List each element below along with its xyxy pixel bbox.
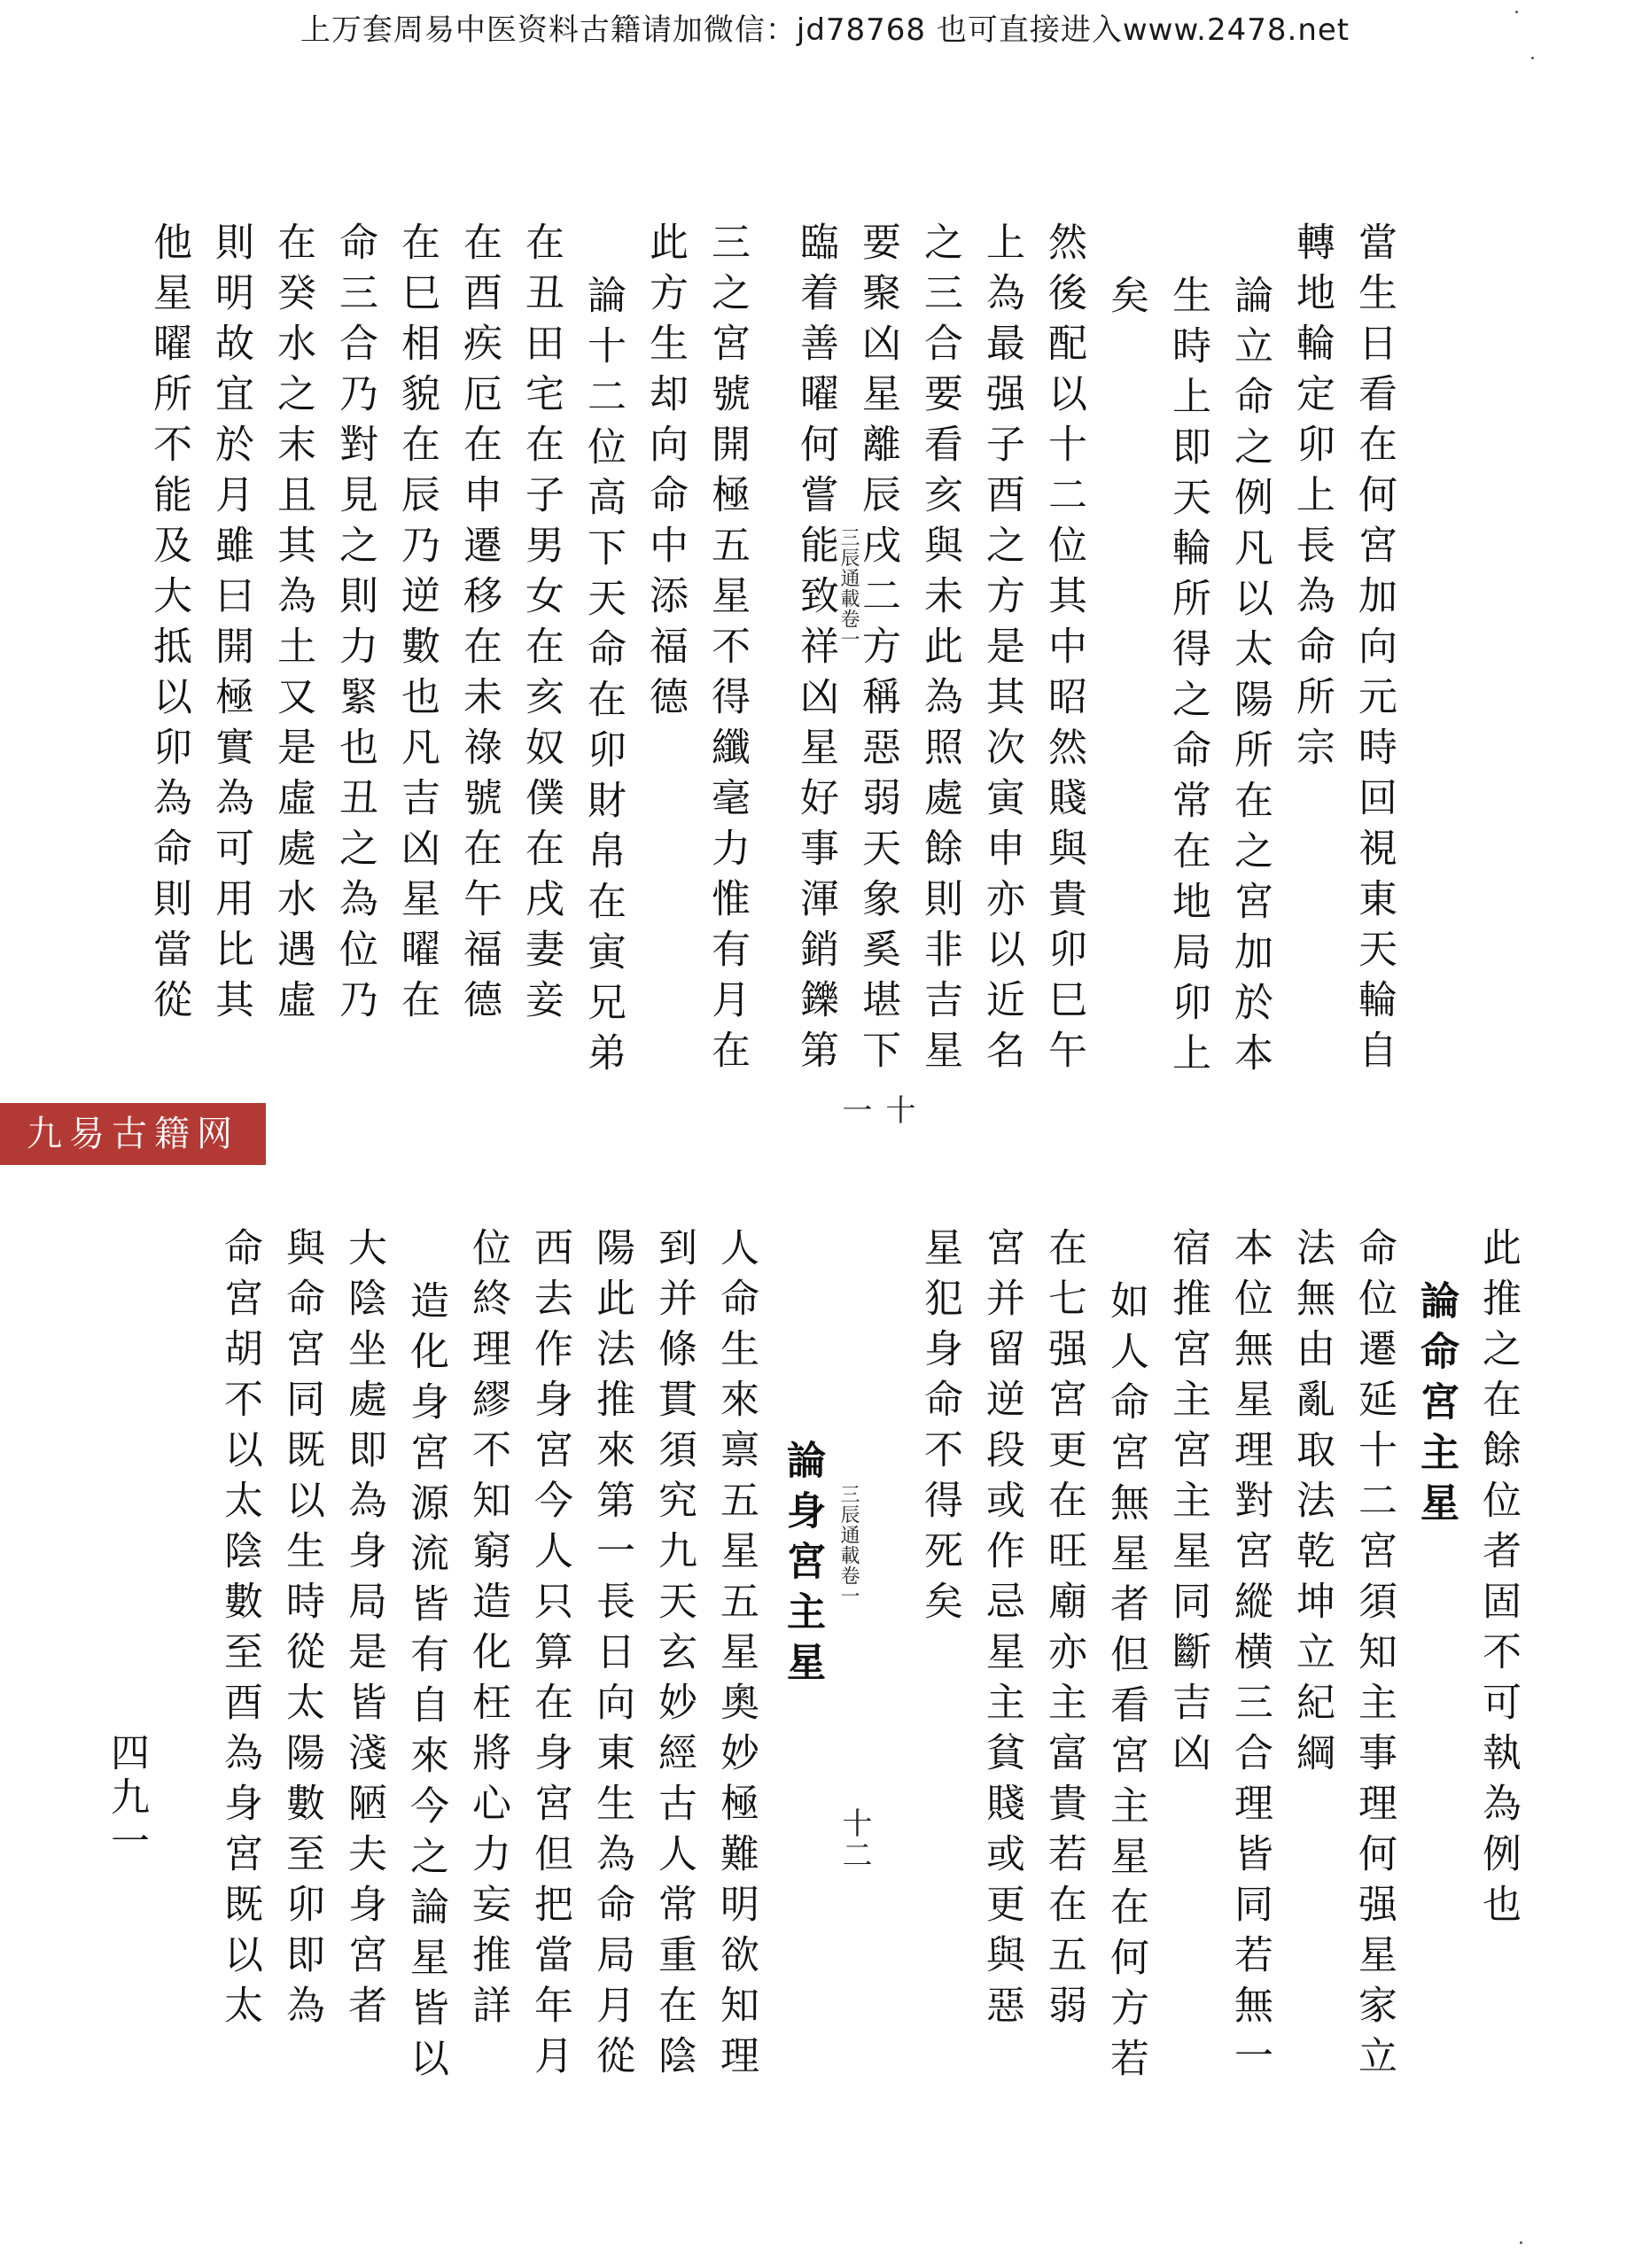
page-number: 四九一 xyxy=(104,1732,149,1865)
text-column: 他星曜所不能及大抵以卯為命則當從 xyxy=(146,221,191,1029)
text-column: 此方生却向命中添福德 xyxy=(642,221,688,726)
text-column: 在七强宮更在旺廟亦主富貴若在五弱 xyxy=(1041,1227,1086,2035)
text-column: 星犯身命不得死矣 xyxy=(917,1227,962,1631)
text-column: 命三合乃對見之則力緊也丑之為位乃 xyxy=(332,221,377,1029)
text-column: 本位無星理對宮縱横三合理皆同若無一 xyxy=(1227,1227,1273,2085)
text-column: 臨着善曜何嘗能致祥凶星好事渾銷鑠第 xyxy=(793,221,838,1080)
upper-half-page xyxy=(0,221,1650,1126)
lower-half-page xyxy=(0,1227,1650,2166)
text-column: 西去作身宮今人只算在身宮但把當年月 xyxy=(527,1227,572,2085)
section-heading: 論命宮主星 xyxy=(1413,1280,1459,1533)
text-column: 之三合要看亥與未此為照處餘則非吉星 xyxy=(917,221,962,1080)
text-column: 陽此法推來第一長日向東生為命局月從 xyxy=(589,1227,634,2085)
scan-speck xyxy=(1515,11,1518,13)
folio-number: 十一 xyxy=(837,1094,915,1126)
scan-speck xyxy=(1520,2241,1522,2244)
text-column: 大陰坐處即為身局是皆淺陋夫身宮者 xyxy=(341,1227,386,2035)
text-column: 宮并留逆段或作忌星主貧賤或更與惡 xyxy=(979,1227,1024,2035)
text-column: 論立命之例凡以太陽所在之宮加於本 xyxy=(1227,275,1273,1083)
text-column: 當生日看在何宮加向元時回視東天輪自 xyxy=(1351,221,1397,1080)
text-column: 三之宮號開極五星不得纖毫力惟有月在 xyxy=(704,221,750,1080)
top-banner: 上万套周易中医资料古籍请加微信：jd78768 也可直接进入www.2478.net xyxy=(300,12,1350,48)
text-column: 在巳相貌在辰乃逆數也凡吉凶星曜在 xyxy=(394,221,440,1029)
section-heading: 論身宮主星 xyxy=(780,1440,825,1692)
text-column: 在癸水之末且其為土又是虛處水遇虛 xyxy=(270,221,315,1029)
site-watermark: 九易古籍网 xyxy=(0,1103,266,1165)
text-column: 此推之在餘位者固不可執為例也 xyxy=(1475,1227,1521,1934)
text-column: 矣 xyxy=(1103,275,1148,325)
margin-book-title: 三辰通載卷一 xyxy=(837,1484,860,1606)
text-column: 轉地輪定卯上長為命所宗 xyxy=(1289,221,1335,777)
text-column: 上為最强子酉之方是其次寅申亦以近名 xyxy=(979,221,1024,1080)
text-column: 要聚凶星離辰戌二方稱惡弱天象奚堪下 xyxy=(855,221,900,1080)
text-column: 命宮胡不以太陰數至酉為身宮既以太 xyxy=(217,1227,262,2035)
text-column: 與命宮同既以生時從太陽數至卯即為 xyxy=(279,1227,324,2035)
text-column: 然後配以十二位其中昭然賤與貴卯巳午 xyxy=(1041,221,1086,1080)
text-column: 宿推宮主宮主星同斷吉凶 xyxy=(1165,1227,1210,1783)
text-column: 如人命宮無星者但看宮主星在何方若 xyxy=(1103,1280,1148,2088)
text-column: 生時上即天輪所得之命常在地局卯上 xyxy=(1165,275,1210,1083)
text-column: 人命生來禀五星五星奧妙極難明欲知理 xyxy=(713,1227,759,2085)
folio-number: 十二 xyxy=(837,1807,872,1871)
text-column: 法無由亂取法乾坤立紀綱 xyxy=(1289,1227,1335,1783)
text-column: 位終理繆不知窮造化枉將心力妄推詳 xyxy=(465,1227,510,2035)
text-column: 造化身宮源流皆有自來今之論星皆以 xyxy=(403,1280,448,2088)
margin-book-title: 三辰通載卷一 xyxy=(837,527,860,649)
text-column: 在丑田宅在子男女在亥奴僕在戌妻妾 xyxy=(518,221,564,1029)
text-column: 論十二位高下天命在卯財帛在寅兄弟 xyxy=(580,275,626,1083)
text-column: 則明故宜於月雖曰開極實為可用比其 xyxy=(208,221,253,1029)
text-column: 命位遷延十二宮須知主事理何强星家立 xyxy=(1351,1227,1397,2085)
text-column: 在酉疾厄在申遷移在未祿號在午福德 xyxy=(456,221,502,1029)
text-column: 到并條貫須究九天玄妙經古人常重在陰 xyxy=(651,1227,697,2085)
scan-speck xyxy=(1531,57,1534,59)
